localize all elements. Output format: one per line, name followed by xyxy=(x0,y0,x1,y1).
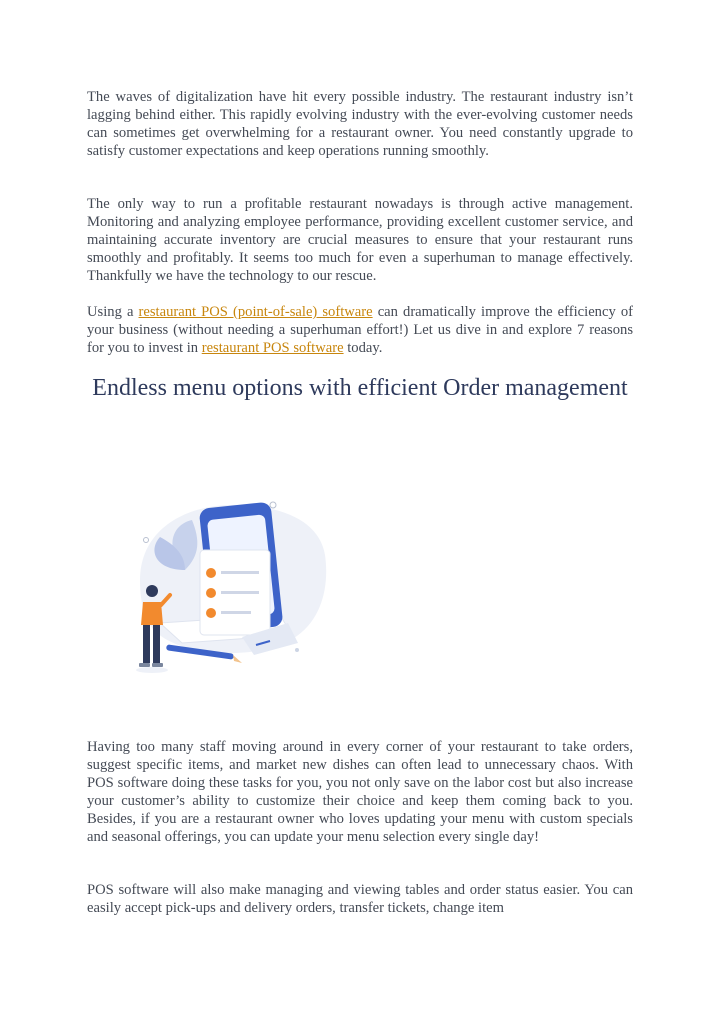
paragraph-pos-intro xyxy=(87,303,633,357)
link-restaurant-pos-software[interactable]: restaurant POS software xyxy=(201,340,344,356)
section-heading: Endless menu options with efficient Order management xyxy=(92,375,628,401)
text-segment: Using a xyxy=(87,304,139,320)
text-segment: today. xyxy=(343,340,383,356)
order-management-illustration xyxy=(130,495,430,680)
link-restaurant-pos-point-of-sale-software[interactable]: restaurant POS (point-of-sale) software xyxy=(138,304,373,320)
paragraph-staff: Having too many staff moving around in every corner of your restaurant to take orders, suggest specific items, and market new dishes can often lead to unnecessary chaos. With POS software doing these tasks for you, you not only save on the labor cost but also increase your customer’s ability to customize their choice and keep them coming back to you. Besides, if you are a restaurant owner who loves updating your menu with custom specials and seasonal offerings, you can update your menu selection every single day! xyxy=(87,739,633,845)
paragraph-management: The only way to run a profitable restaurant nowadays is through active management. Monitoring and analyzing employee performance, providing excellent customer service, and maintaining accurate inventory are crucial measures to ensure that your restaurant runs smoothly and profitably. It seems too much for even a superhuman to manage effectively. Thankfully we have the technology to our rescue. xyxy=(87,196,633,284)
paragraph-pos-tables: POS software will also make managing and viewing tables and order status easier. You can easily accept pick-ups and delivery orders, transfer tickets, change item xyxy=(87,882,633,916)
paragraph-intro: The waves of digitalization have hit every possible industry. The restaurant industry isn’t lagging behind either. This rapidly evolving industry with the ever-evolving customer needs can sometimes get overwhelming for a restaurant owner. You need constantly upgrade to satisfy customer expectations and keep operations running smoothly. xyxy=(87,89,633,159)
text-segment: can dramatically improve the efficiency of your business (without needing a superhuman effort!) Let us dive in and explore 7 reasons for you to invest in xyxy=(87,304,633,356)
